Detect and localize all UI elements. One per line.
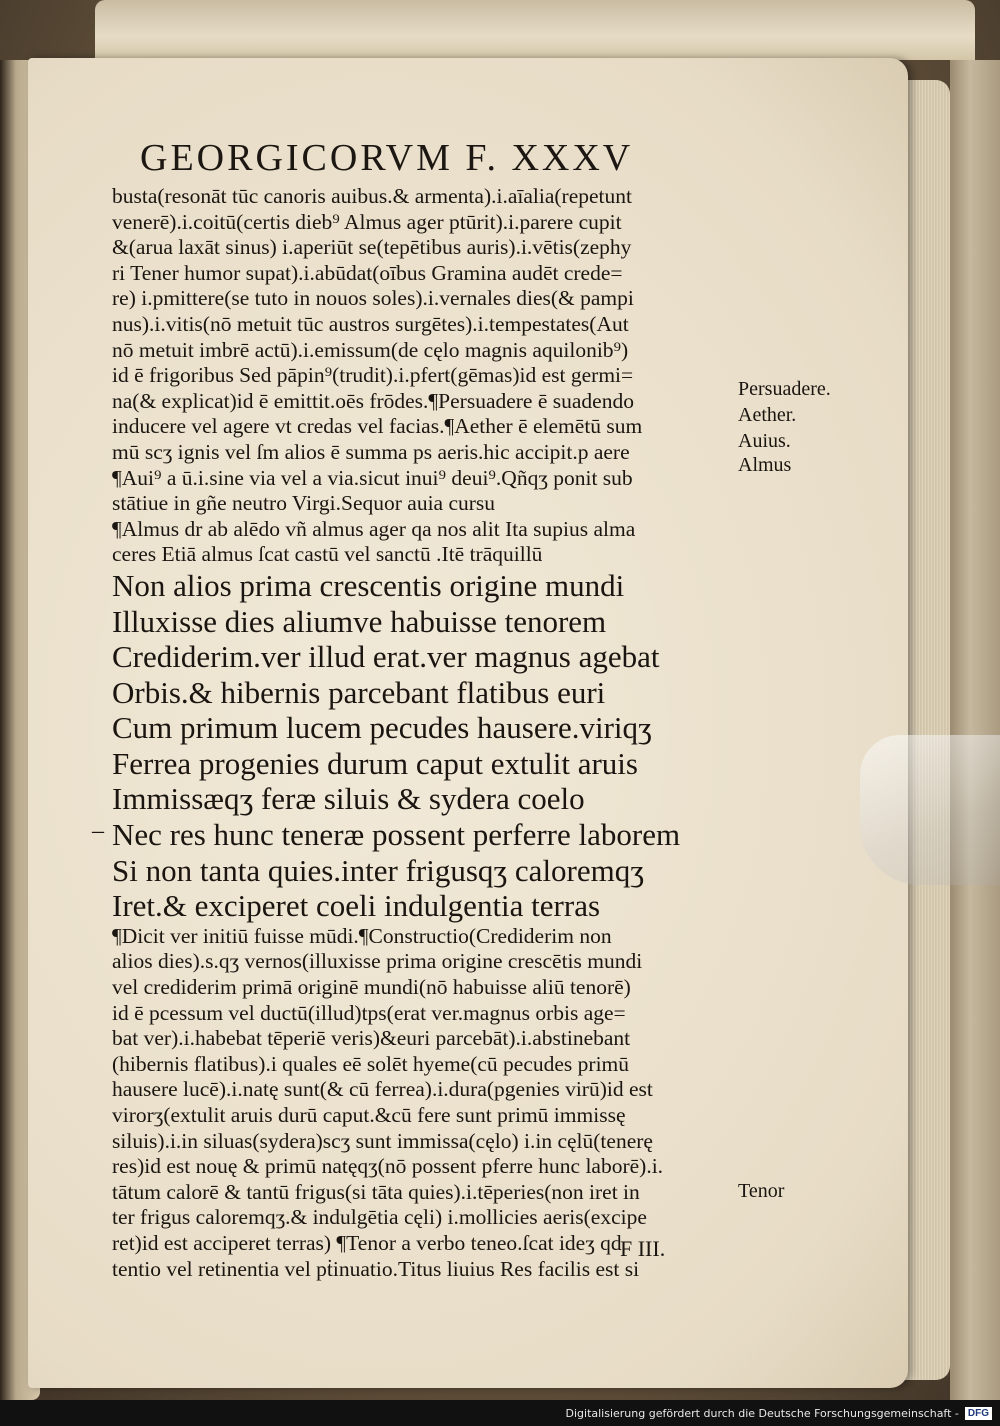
marginal-note-tenor: Tenor xyxy=(738,1180,785,1202)
margin-dash-mark: – xyxy=(92,818,104,844)
gloss-line: busta(resonāt tūc canoris auibus.& armenta).i.aīalia(repetunt xyxy=(112,184,632,208)
verse-line: Illuxisse dies aliumve habuisse tenorem xyxy=(112,603,607,639)
credit-text: Digitalisierung gefördert durch die Deutsche Forschungsgemeinschaft - xyxy=(565,1406,959,1420)
verse-line: Immissæqʒ feræ siluis & sydera coelo xyxy=(112,781,585,817)
gloss-line: hausere lucē).i.natę sunt(& cū ferrea).i.dura(pgenies virū)id est xyxy=(112,1077,653,1102)
verse-line: Si non tanta quies.inter frigusqʒ caloremqʒ xyxy=(112,852,645,888)
gloss-line: ¶Dicit ver initiū fuisse mūdi.¶Constructio(Crediderim non xyxy=(112,923,612,948)
page-clip xyxy=(860,735,1000,885)
book-right-edge xyxy=(950,60,1000,1400)
verse-line: Crediderim.ver illud erat.ver magnus agebat xyxy=(112,639,660,675)
gloss-line: bat ver).i.habebat tēperiē veris)&euri parcebāt).i.abstinebant xyxy=(112,1026,631,1051)
verse-line: Cum primum lucem pecudes hausere.viriqʒ xyxy=(112,710,652,746)
gloss-line: virorʒ(extulit aruis durū caput.&cū fere sunt primū immissę xyxy=(112,1103,626,1127)
marginal-note-auius: Auius. xyxy=(738,430,791,452)
gloss-line: vel crediderim primā originē mundi(nō habuisse aliū tenorē) xyxy=(112,975,631,1000)
gloss-line: ¶Aui⁹ a ū.i.sine via vel a via.sicut inui⁹ deui⁹.Qñqʒ ponit sub xyxy=(112,465,633,490)
gloss-line: tātum calorē & tantū frigus(si tāta quies).i.tēperies(non iret in xyxy=(112,1179,640,1204)
gloss-line: ceres Etiā almus ſcat castū vel sanctū .Itē trāquillū xyxy=(112,542,543,567)
gloss-line: mū scʒ ignis vel ſm alios ē summa ps aeris.hic accipit.p aere xyxy=(112,439,630,464)
gloss-line: inducere vel agere vt credas vel facias.¶Aether ē elemētū sum xyxy=(112,414,643,439)
gloss-line: venerē).i.coitū(certis dieb⁹ Almus ager ptūrit).i.parere cupit xyxy=(112,209,622,234)
digitization-credit-bar xyxy=(0,1400,1000,1426)
gloss-line: tentio vel retinentia vel pṫinuatio.Titus liuius Res facilis est si xyxy=(112,1256,640,1281)
running-head: GEORGICORVM F. XXXV xyxy=(140,137,634,179)
verse-line: Iret.& exciperet coeli indulgentia terras xyxy=(112,888,601,924)
marginal-note-persuadere: Persuadere. xyxy=(738,378,831,400)
gloss-line: re) i.pmittere(se tuto in nouos soles).i.vernales dies(& pampi xyxy=(112,286,634,311)
verse-line: Nec res hunc teneræ possent perferre laborem xyxy=(112,817,681,853)
gloss-line: ri Tener humor supat).i.abūdat(oībus Gramina audēt crede= xyxy=(112,260,623,285)
gloss-line: (hibernis flatibus).i quales eē solēt hyeme(cū pecudes primū xyxy=(112,1051,630,1076)
gloss-line: id ē frigoribus Sed pāpin⁹(trudit).i.pfert(gēmas)id est germi= xyxy=(112,363,634,388)
marginal-note-aether: Aether. xyxy=(738,404,797,426)
gloss-line: nō metuit imbrē actū).i.emissum(de cęlo magnis aquilonib⁹) xyxy=(112,337,629,362)
gloss-line: na(& explicat)id ē emittit.oēs frōdes.¶Persuadere ē suadendo xyxy=(112,388,634,413)
gloss-line: siluis).i.in siluas(sydera)scʒ sunt immissa(cęlo) i.in cęlū(tenerę xyxy=(112,1128,653,1153)
gloss-line: res)id est nouę & primū natęqʒ(nō possent pferre hunc laborē).i. xyxy=(112,1154,664,1179)
gloss-line: &(arua laxāt sinus) i.aperiūt se(tepētibus auris).i.vētis(zephy xyxy=(112,235,632,260)
gloss-line: ¶Almus dr ab alēdo vñ almus ager qa nos alit Ita supius alma xyxy=(112,516,636,541)
book-top-edge xyxy=(95,0,975,60)
verse-line: Ferrea progenies durum caput extulit aruis xyxy=(112,745,638,781)
main-text-block xyxy=(112,184,732,1282)
gloss-line: nus).i.vitis(nō metuit tūc austros surgētes).i.tempestates(Aut xyxy=(112,311,629,336)
verse-line: Orbis.& hibernis parcebant flatibus euri xyxy=(112,674,606,710)
gloss-line: ret)id est acciperet terras) ¶Tenor a verbo teneo.ſcat ideʒ qd xyxy=(112,1230,622,1255)
marginal-note-almus: Almus xyxy=(738,454,792,476)
verse-line: Non alios prima crescentis origine mundi xyxy=(112,567,625,603)
gloss-line: id ē pcessum vel ductū(illud)tps(erat ver.magnus orbis age= xyxy=(112,1000,626,1025)
gloss-line: ter frigus caloremqʒ.& indulgētia cęli) i.mollicies aeris(excipe xyxy=(112,1205,647,1230)
dfg-logo: DFG xyxy=(965,1407,992,1420)
gloss-line: alios dies).s.qʒ vernos(illuxisse prima origine crescētis mundi xyxy=(112,949,643,974)
gloss-line: stātiue in gñe neutro Virgi.Sequor auia cursu xyxy=(112,491,496,516)
signature-mark: F III. xyxy=(620,1236,666,1261)
